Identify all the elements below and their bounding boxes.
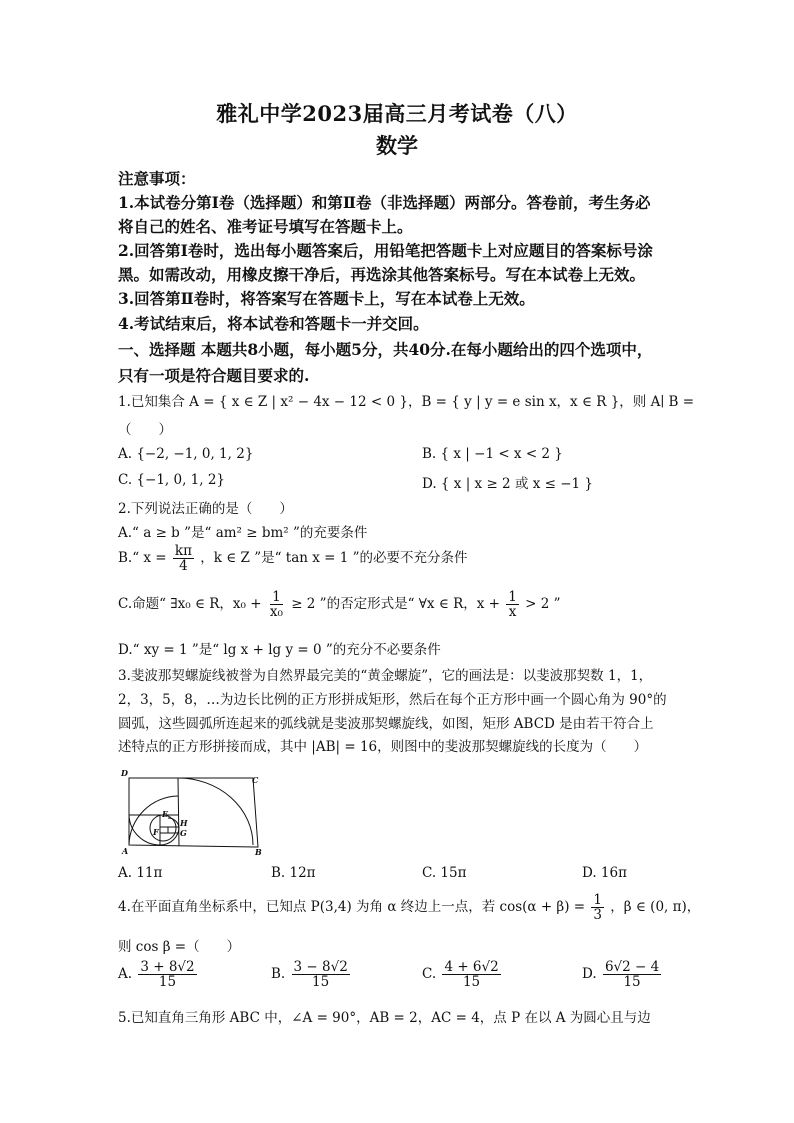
notice-line: 3.回答第Ⅱ卷时，将答案写在答题卡上，写在本试卷上无效。 xyxy=(118,289,535,308)
exam-subject: 数学 xyxy=(376,133,418,158)
q2-c-fraction-2 xyxy=(506,590,519,619)
fraction-denominator: 15 xyxy=(158,974,177,991)
fraction-denominator: 15 xyxy=(312,974,330,991)
q4-c-fraction xyxy=(442,960,500,989)
q2-stem: 2.下列说法正确的是（ ） xyxy=(118,501,293,517)
q1-option-a: A. {−2, −1, 0, 1, 2} xyxy=(118,446,254,462)
fraction-denominator: 15 xyxy=(462,974,481,991)
fraction-numerator: 6√2 − 4 xyxy=(604,959,660,975)
q2-c-middle: ≥ 2 ”的否定形式是“ ∀x ∈ R，x + xyxy=(291,596,500,613)
q2-c-prefix: C.命题“ ∃x₀ ∈ R，x₀ + xyxy=(118,596,262,613)
fraction-denominator: 15 xyxy=(623,974,641,991)
q2-c-fraction xyxy=(268,590,285,619)
q2-b-suffix: ，k ∈ Z ”是“ tan x = 1 ”的必要不充分条件 xyxy=(200,550,468,567)
notice-line: 1.本试卷分第Ⅰ卷（选择题）和第Ⅱ卷（非选择题）两部分。答卷前，考生务必 xyxy=(118,193,651,212)
fibonacci-spiral-figure xyxy=(116,766,266,856)
q2-c-suffix: > 2 ” xyxy=(525,596,561,613)
option-label: B. xyxy=(271,966,286,983)
fraction-numerator: 1 xyxy=(508,589,517,605)
section-heading: 一、选择题 本题共8小题，每小题5分，共40分.在每小题给出的四个选项中， xyxy=(118,340,653,359)
spiral-arc xyxy=(178,778,253,845)
q2-option-b xyxy=(118,544,468,573)
q1-option-b: B. { x | −1 < x < 2 } xyxy=(422,446,563,462)
label-c: C xyxy=(252,775,259,785)
q3-option-c: C. 15π xyxy=(422,865,467,881)
square-divider xyxy=(178,778,179,846)
label-e: E xyxy=(162,809,169,819)
label-h: H xyxy=(180,818,188,828)
fraction-denominator: 4 xyxy=(179,558,188,575)
section-heading-cont: 只有一项是符合题目要求的. xyxy=(118,366,310,385)
option-label: A. xyxy=(118,966,133,983)
q2-b-prefix: B.“ x = xyxy=(118,550,167,567)
q3-option-a: A. 11π xyxy=(118,865,163,881)
spiral-arc xyxy=(168,818,179,827)
label-b: B xyxy=(255,847,262,856)
q3-stem-line: 圆弧，这些圆弧所连起来的弧线就是斐波那契螺旋线，如图，矩形 ABCD 是由若干符合上 xyxy=(118,716,654,732)
q4-b-fraction xyxy=(292,960,350,989)
q2-option-a: A.“ a ≥ b ”是“ am² ≥ bm² ”的充要条件 xyxy=(118,525,368,541)
q3-option-b: B. 12π xyxy=(271,865,316,881)
q4-stem-suffix: ，β ∈ (0, π)， xyxy=(610,899,701,916)
q4-stem-fraction xyxy=(591,893,604,922)
fraction-numerator: kπ xyxy=(174,543,192,559)
label-d: D xyxy=(121,768,128,778)
q4-option-d xyxy=(582,960,663,989)
fraction-numerator: 4 + 6√2 xyxy=(444,959,499,975)
q2-option-c xyxy=(118,590,561,619)
label-a: A xyxy=(122,846,129,856)
fraction-numerator: 1 xyxy=(272,589,281,605)
notice-line: 4.考试结束后，将本试卷和答题卡一并交回。 xyxy=(118,314,429,333)
q4-option-a xyxy=(118,960,199,989)
q4-stem xyxy=(118,893,700,922)
q4-d-fraction xyxy=(603,960,661,989)
spiral-arc xyxy=(129,796,178,845)
fraction-numerator: 3 + 8√2 xyxy=(140,959,195,975)
label-g: G xyxy=(180,828,187,838)
q3-stem-line: 3.斐波那契螺旋线被誉为自然界最完美的“黄金螺旋”，它的画法是：以斐波那契数 1，1， xyxy=(118,668,653,684)
q1-option-d: D. { x | x ≥ 2 或 x ≤ −1 } xyxy=(422,476,594,492)
q4-a-fraction xyxy=(138,960,196,989)
fraction-denominator: x₀ xyxy=(269,604,283,621)
fraction-numerator: 1 xyxy=(593,892,602,908)
q1-option-c: C. {−1, 0, 1, 2} xyxy=(118,472,226,488)
label-f: F xyxy=(153,827,159,837)
notice-line: 2.回答第Ⅰ卷时，选出每小题答案后，用铅笔把答题卡上对应题目的答案标号涂 xyxy=(118,241,653,260)
q4-stem-line2: 则 cos β =（ ） xyxy=(118,939,241,955)
q2-b-fraction xyxy=(173,544,194,573)
q4-stem-prefix: 4.在平面直角坐标系中，已知点 P(3,4) 为角 α 终边上一点，若 cos(α + β) = xyxy=(118,899,586,916)
rectangle-abcd xyxy=(129,778,258,847)
option-label: C. xyxy=(422,966,437,983)
q4-option-b xyxy=(271,960,352,989)
q5-stem: 5.已知直角三角形 ABC 中，∠A = 90°，AB = 2，AC = 4，点 P 在以 A 为圆心且与边 xyxy=(118,1010,651,1026)
q4-option-c xyxy=(422,960,503,989)
q3-stem-line: 2，3，5，8，…为边长比例的正方形拼成矩形，然后在每个正方形中画一个圆心角为 90°的 xyxy=(118,692,667,708)
q1-paren: （ ） xyxy=(118,422,172,438)
q3-option-d: D. 16π xyxy=(582,865,627,881)
notice-heading: 注意事项： xyxy=(118,169,196,188)
q2-option-d: D.“ xy = 1 ”是“ lg x + lg y = 0 ”的充分不必要条件 xyxy=(118,642,441,658)
fraction-numerator: 3 − 8√2 xyxy=(293,959,348,975)
notice-line: 将自己的姓名、准考证号填写在答题卡上。 xyxy=(118,217,413,236)
notice-line: 黑。如需改动，用橡皮擦干净后，再选涂其他答案标号。写在本试卷上无效。 xyxy=(118,265,646,284)
q1-stem: 1.已知集合 A = { x ∈ Z | x² − 4x − 12 < 0 }，B = { y | y = e sin x，x ∈ R }，则 A∣ B = xyxy=(118,394,695,410)
fibonacci-spiral-diagram xyxy=(116,766,266,856)
fraction-denominator: x xyxy=(508,604,517,621)
q3-stem-line: 述特点的正方形拼接而成，其中 |AB| = 16，则图中的斐波那契螺旋线的长度为（ ） xyxy=(118,739,648,755)
option-label: D. xyxy=(582,966,597,983)
exam-title: 雅礼中学2023届高三月考试卷（八） xyxy=(216,101,578,126)
fraction-denominator: 3 xyxy=(593,907,602,924)
